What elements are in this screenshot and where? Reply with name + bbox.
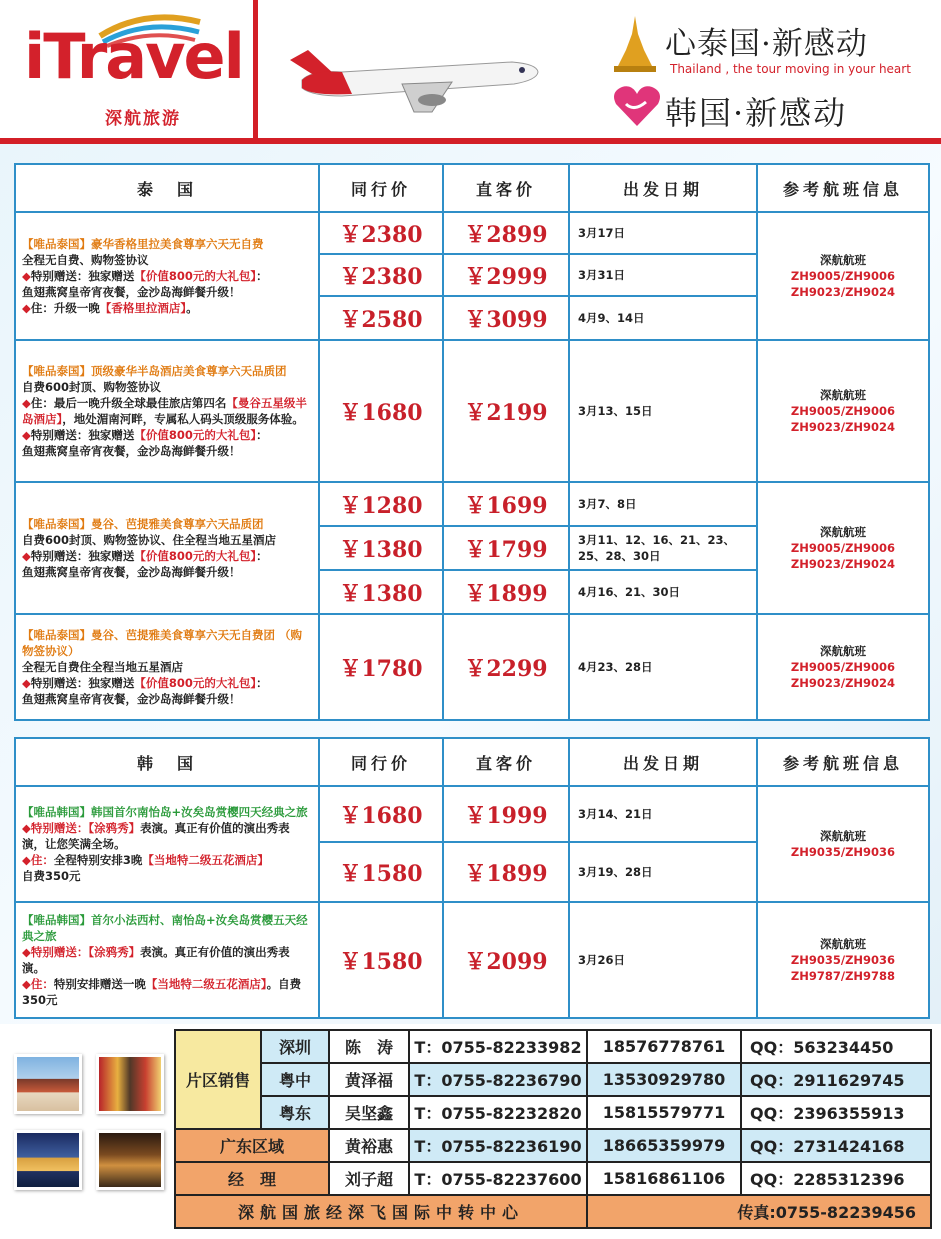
contact-mobile: 18576778761 — [587, 1030, 741, 1063]
flight-code: ZH9005/ZH9006 — [790, 404, 896, 418]
description-line — [22, 868, 312, 884]
header-direct-price: 直客价 — [443, 164, 569, 212]
flight-info — [757, 786, 929, 902]
contact-name: 陈 涛 — [329, 1030, 409, 1063]
description-segment: ◆ — [22, 428, 31, 442]
peer-price: ￥1280 — [319, 482, 443, 526]
description-line — [22, 427, 312, 443]
description-segment: ： — [256, 428, 268, 442]
departure-date: 3月31日 — [569, 254, 757, 296]
description-segment: 【唯品泰国】顶级豪华半岛酒店美食尊享六天品质团 — [22, 364, 287, 378]
table-row — [15, 786, 929, 842]
description-line — [22, 532, 312, 548]
table-row — [15, 902, 929, 1018]
description-segment: 【曼谷五星级半岛酒店】 — [22, 396, 307, 426]
slogan-english: Thailand , the tour moving in your heart — [670, 62, 911, 76]
flight-code: ZH9005/ZH9006 — [790, 541, 896, 555]
description-segment: 表演。真正有价值的演出秀表演。 — [22, 945, 290, 975]
tour-description — [15, 212, 319, 340]
header-peer-price: 同行价 — [319, 738, 443, 786]
peer-price: ￥2380 — [319, 212, 443, 254]
description-line — [22, 284, 312, 300]
description-segment: 全程特别安排3晚 — [53, 853, 143, 867]
description-segment: 【当地特二级五花酒店】 — [142, 853, 269, 867]
description-segment: 全程无自费住全程当地五星酒店 — [22, 660, 183, 674]
contact-tel: T：0755-82236790 — [409, 1063, 587, 1096]
description-segment: 特别赠送：独家赠送 — [30, 549, 135, 563]
thailand-price-table — [14, 163, 930, 721]
contact-table — [174, 1029, 932, 1229]
peer-price: ￥1380 — [319, 570, 443, 614]
peer-price: ￥2380 — [319, 254, 443, 296]
description-line — [22, 675, 312, 691]
description-line — [22, 564, 312, 580]
description-segment: ： — [256, 549, 268, 563]
contact-name: 吴坚鑫 — [329, 1096, 409, 1129]
description-segment: ◆ — [22, 853, 31, 867]
tour-description — [15, 482, 319, 614]
description-line — [22, 944, 312, 976]
flight-code: ZH9023/ZH9024 — [790, 557, 896, 571]
description-segment: 特别赠送：独家赠送 — [30, 676, 135, 690]
description-segment: ： — [256, 676, 268, 690]
description-line — [22, 659, 312, 675]
description-segment: 【价值800元的大礼包】 — [134, 549, 257, 563]
airplane-icon — [282, 40, 542, 120]
direct-price: ￥1999 — [443, 786, 569, 842]
header-direct-price: 直客价 — [443, 738, 569, 786]
flight-label: 深航航班 — [820, 937, 866, 951]
peer-price: ￥2580 — [319, 296, 443, 340]
contact-tel: T：0755-82232820 — [409, 1096, 587, 1129]
description-line — [22, 395, 312, 427]
description-segment: 。自费350元 — [22, 977, 302, 1007]
contact-row — [175, 1030, 931, 1063]
contact-city: 粤中 — [261, 1063, 329, 1096]
description-segment: 特别赠送： — [30, 945, 89, 959]
description-line — [22, 443, 312, 459]
flight-code: ZH9023/ZH9024 — [790, 676, 896, 690]
direct-price: ￥2199 — [443, 340, 569, 482]
contact-mobile: 15816861106 — [587, 1162, 741, 1195]
destination-photos — [12, 1052, 170, 1202]
contact-row — [175, 1162, 931, 1195]
description-segment: ： — [256, 269, 268, 283]
description-segment: 【唯品泰国】曼谷、芭提雅美食尊享六天无自费团 （购物签协议） — [22, 628, 303, 658]
flight-code: ZH9005/ZH9006 — [790, 660, 896, 674]
description-segment: 【香格里拉酒店】 — [99, 301, 187, 315]
contact-city: 粤东 — [261, 1096, 329, 1129]
contact-tel: T：0755-82236190 — [409, 1129, 587, 1162]
description-segment: 【唯品韩国】首尔小法西村、南怡岛+汝矣岛赏樱五天经典之旅 — [22, 913, 308, 943]
flight-info — [757, 482, 929, 614]
description-line — [22, 976, 312, 1008]
description-segment: 鱼翅燕窝皇帝宵夜餐，金沙岛海鲜餐升级！ — [22, 444, 241, 458]
contact-mobile: 18665359979 — [587, 1129, 741, 1162]
contact-qq: QQ：2285312396 — [741, 1162, 931, 1195]
departure-date: 3月17日 — [569, 212, 757, 254]
description-line — [22, 236, 312, 252]
description-line — [22, 363, 312, 379]
contact-tel: T：0755-82237600 — [409, 1162, 587, 1195]
contact-row — [175, 1129, 931, 1162]
contact-qq: QQ：2731424168 — [741, 1129, 931, 1162]
description-segment: ◆ — [22, 977, 31, 991]
peer-price: ￥1680 — [319, 786, 443, 842]
peer-price: ￥1780 — [319, 614, 443, 720]
description-segment: 自费600封顶、购物签协议、住全程当地五星酒店 — [22, 533, 277, 547]
description-segment: ◆ — [22, 269, 31, 283]
flight-label: 深航航班 — [820, 829, 866, 843]
flight-code: ZH9023/ZH9024 — [790, 420, 896, 434]
contact-footer-row — [175, 1195, 931, 1228]
description-segment: ◆ — [22, 549, 31, 563]
departure-date: 4月23、28日 — [569, 614, 757, 720]
description-segment: 住： — [30, 853, 54, 867]
description-segment: 鱼翅燕窝皇帝宵夜餐，金沙岛海鲜餐升级！ — [22, 565, 241, 579]
departure-date: 3月14、21日 — [569, 786, 757, 842]
flight-code: ZH9005/ZH9006 — [790, 269, 896, 283]
description-segment: 【价值800元的大礼包】 — [134, 676, 257, 690]
flight-info — [757, 902, 929, 1018]
peer-price: ￥1580 — [319, 842, 443, 902]
description-segment: 自费600封顶、购物签协议 — [22, 380, 162, 394]
flight-label: 深航航班 — [820, 525, 866, 539]
description-segment: 【唯品韩国】韩国首尔南怡岛+汝矣岛赏樱四天经典之旅 — [22, 805, 308, 819]
logo-subtitle: 深航旅游 — [105, 109, 181, 129]
header-divider — [253, 0, 258, 140]
slogan-thailand: 心泰国·新感动 — [665, 26, 868, 62]
header — [0, 0, 941, 140]
contact-qq: QQ：2911629745 — [741, 1063, 931, 1096]
departure-date: 3月13、15日 — [569, 340, 757, 482]
description-segment: 鱼翅燕窝皇帝宵夜餐，金沙岛海鲜餐升级！ — [22, 692, 241, 706]
flight-info — [757, 212, 929, 340]
description-segment: 特别赠送： — [30, 821, 89, 835]
description-segment: 特别赠送：独家赠送 — [30, 269, 135, 283]
description-line — [22, 804, 312, 820]
description-line — [22, 548, 312, 564]
contact-name: 黄裕惠 — [329, 1129, 409, 1162]
description-segment: 【涂鸦秀】 — [88, 821, 141, 835]
table-row — [15, 212, 929, 254]
contact-city: 深圳 — [261, 1030, 329, 1063]
contact-mobile: 15815579771 — [587, 1096, 741, 1129]
description-segment: 【价值800元的大礼包】 — [134, 428, 257, 442]
tour-description — [15, 786, 319, 902]
description-line — [22, 252, 312, 268]
description-line — [22, 516, 312, 532]
peer-price: ￥1380 — [319, 526, 443, 570]
pagoda-icon — [610, 14, 660, 74]
description-segment: 【价值800元的大礼包】 — [134, 269, 257, 283]
flight-label: 深航航班 — [820, 388, 866, 402]
description-line — [22, 627, 312, 659]
sales-label: 片区销售 — [175, 1030, 261, 1129]
direct-price: ￥3099 — [443, 296, 569, 340]
description-segment: 鱼翅燕窝皇帝宵夜餐，金沙岛海鲜餐升级！ — [22, 285, 241, 299]
contact-qq: QQ：2396355913 — [741, 1096, 931, 1129]
departure-date: 3月19、28日 — [569, 842, 757, 902]
table-row — [15, 614, 929, 720]
description-line — [22, 300, 312, 316]
footer-center-name: 深航国旅经深飞国际中转中心 — [175, 1195, 587, 1228]
tour-description — [15, 340, 319, 482]
flight-code: ZH9035/ZH9036 — [790, 953, 896, 967]
direct-price: ￥2999 — [443, 254, 569, 296]
contact-qq: QQ：563234450 — [741, 1030, 931, 1063]
direct-price: ￥1799 — [443, 526, 569, 570]
photo-palace — [14, 1054, 82, 1114]
description-segment: 住：最后一晚升级全球最佳旅店第四名 — [30, 396, 227, 410]
description-segment: ◆ — [22, 945, 31, 959]
flight-code: ZH9023/ZH9024 — [790, 285, 896, 299]
description-segment: 特别安排赠送一晚 — [53, 977, 146, 991]
description-segment: ◆ — [22, 676, 31, 690]
description-segment: 【当地特二级五花酒店】 — [145, 977, 267, 991]
direct-price: ￥1699 — [443, 482, 569, 526]
slogan-korea: 韩国·新感动 — [665, 94, 848, 132]
description-line — [22, 820, 312, 852]
table-row — [15, 482, 929, 526]
departure-date: 4月9、14日 — [569, 296, 757, 340]
peer-price: ￥1680 — [319, 340, 443, 482]
flight-label: 深航航班 — [820, 644, 866, 658]
departure-date: 4月16、21、30日 — [569, 570, 757, 614]
description-line — [22, 912, 312, 944]
header-departure-date: 出发日期 — [569, 164, 757, 212]
korea-price-table — [14, 737, 930, 1019]
peer-price: ￥1580 — [319, 902, 443, 1018]
photo-temple — [14, 1130, 82, 1190]
header-peer-price: 同行价 — [319, 164, 443, 212]
table-row — [15, 340, 929, 482]
flight-code: ZH9035/ZH9036 — [790, 845, 896, 859]
description-segment: 全程无自费、购物签协议 — [22, 253, 149, 267]
direct-price: ￥2299 — [443, 614, 569, 720]
description-segment: ◆ — [22, 301, 31, 315]
tour-description — [15, 614, 319, 720]
direct-price: ￥2899 — [443, 212, 569, 254]
description-line — [22, 691, 312, 707]
manager-role: 经 理 — [175, 1162, 329, 1195]
description-segment: 自费350元 — [22, 869, 81, 883]
description-line — [22, 379, 312, 395]
contact-row — [175, 1096, 931, 1129]
description-segment: 表演。真正有价值的演出秀表演，让您笑满全场。 — [22, 821, 290, 851]
description-segment: 【唯品泰国】豪华香格里拉美食尊享六天无自费 — [22, 237, 264, 251]
flight-code: ZH9787/ZH9788 — [790, 969, 896, 983]
contact-tel: T：0755-82233982 — [409, 1030, 587, 1063]
header-flight-info: 参考航班信息 — [757, 738, 929, 786]
flight-info — [757, 340, 929, 482]
table-header-row — [15, 738, 929, 786]
header-region: 韩 国 — [15, 738, 319, 786]
departure-date: 3月26日 — [569, 902, 757, 1018]
description-line — [22, 852, 312, 868]
direct-price: ￥1899 — [443, 842, 569, 902]
logo: iTravel — [24, 20, 243, 93]
contact-row — [175, 1063, 931, 1096]
departure-date: 3月11、12、16、21、23、25、28、30日 — [569, 526, 757, 570]
direct-price: ￥1899 — [443, 570, 569, 614]
footer-fax: 传真:0755-82239456 — [587, 1195, 931, 1228]
header-region: 泰 国 — [15, 164, 319, 212]
contact-name: 黄泽福 — [329, 1063, 409, 1096]
departure-date: 3月7、8日 — [569, 482, 757, 526]
tour-description — [15, 902, 319, 1018]
description-line — [22, 268, 312, 284]
heart-icon — [612, 84, 662, 128]
header-flight-info: 参考航班信息 — [757, 164, 929, 212]
flight-label: 深航航班 — [820, 253, 866, 267]
photo-street — [96, 1054, 164, 1114]
contact-mobile: 13530929780 — [587, 1063, 741, 1096]
direct-price: ￥2099 — [443, 902, 569, 1018]
photo-hotel — [96, 1130, 164, 1190]
description-segment: 住： — [30, 977, 54, 991]
header-departure-date: 出发日期 — [569, 738, 757, 786]
contact-name: 刘子超 — [329, 1162, 409, 1195]
description-segment: 【涂鸦秀】 — [88, 945, 141, 959]
description-segment: 【唯品泰国】曼谷、芭提雅美食尊享六天品质团 — [22, 517, 264, 531]
description-segment: ，地处湄南河畔，专属私人码头顶级服务体验。 — [62, 412, 304, 426]
description-segment: 住：升级一晚 — [30, 301, 100, 315]
description-segment: 特别赠送：独家赠送 — [30, 428, 135, 442]
description-segment: ◆ — [22, 396, 31, 410]
flight-info — [757, 614, 929, 720]
manager-role: 广东区域 — [175, 1129, 329, 1162]
table-header-row — [15, 164, 929, 212]
description-segment: ◆ — [22, 821, 31, 835]
description-segment: 。 — [186, 301, 198, 315]
